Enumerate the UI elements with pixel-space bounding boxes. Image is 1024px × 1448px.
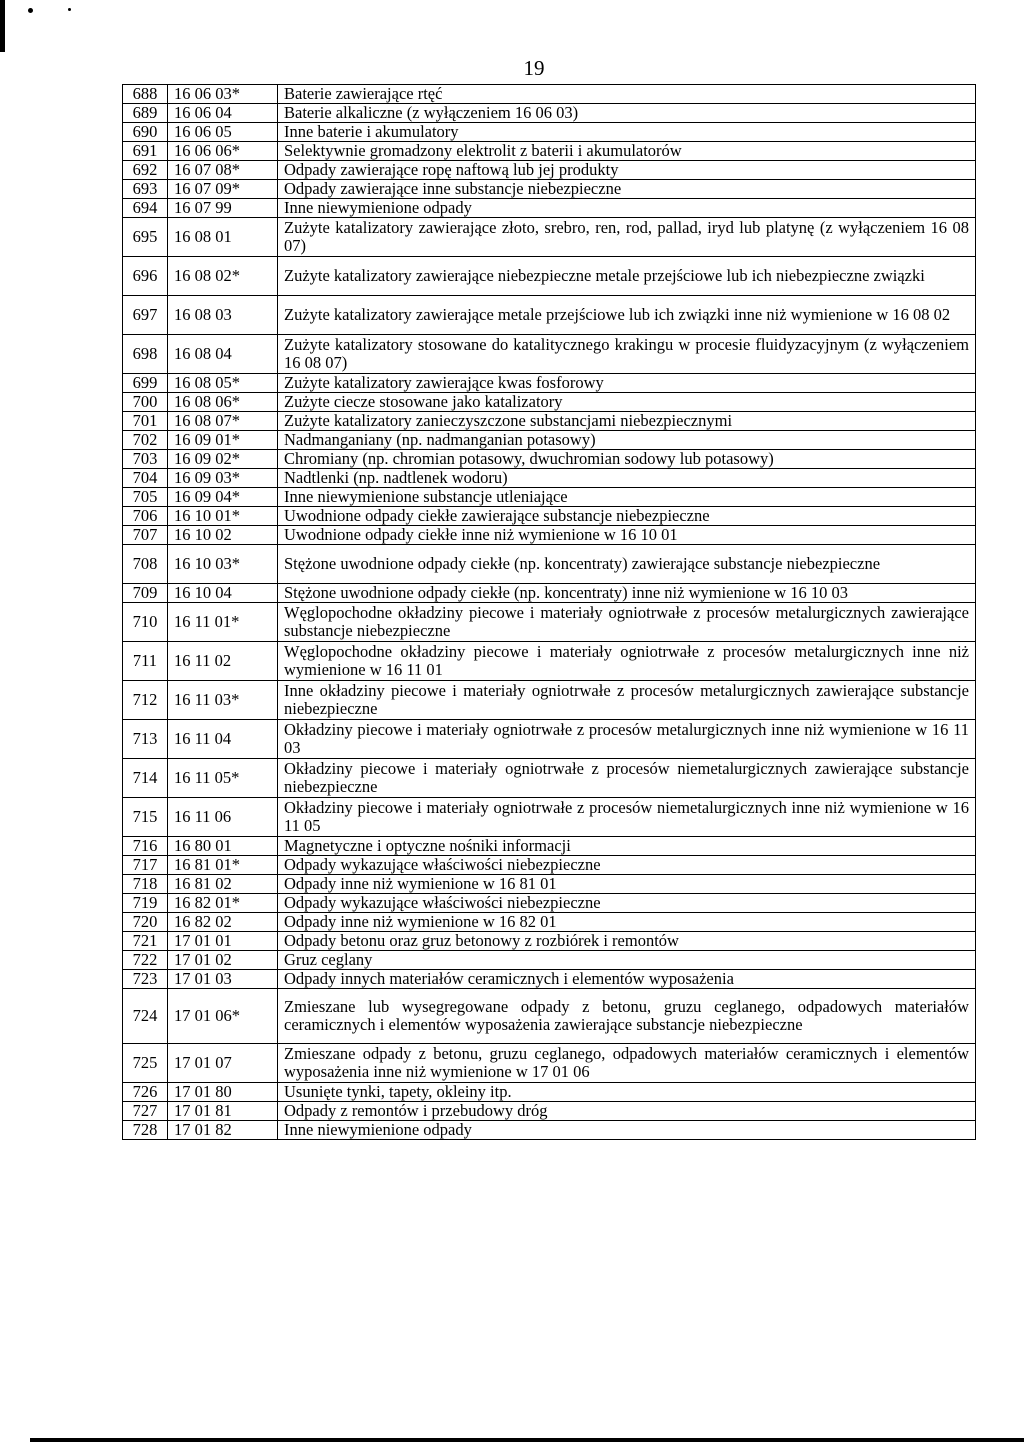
table-row bbox=[123, 199, 976, 218]
waste-description-cell: Zużyte katalizatory zanieczyszczone substancjami niebezpiecznymi bbox=[278, 412, 976, 431]
waste-description-cell: Nadmanganiany (np. nadmanganian potasowy) bbox=[278, 431, 976, 450]
table-row bbox=[123, 142, 976, 161]
scan-corner-mark bbox=[0, 0, 5, 52]
waste-code-cell: 16 11 01* bbox=[168, 603, 278, 642]
table-row bbox=[123, 545, 976, 584]
waste-description-cell: Odpady z remontów i przebudowy dróg bbox=[278, 1102, 976, 1121]
waste-code-cell: 16 06 03* bbox=[168, 85, 278, 104]
waste-description-cell: Magnetyczne i optyczne nośniki informacji bbox=[278, 837, 976, 856]
waste-code-cell: 16 80 01 bbox=[168, 837, 278, 856]
waste-code-cell: 16 81 02 bbox=[168, 875, 278, 894]
row-number-cell: 697 bbox=[123, 296, 168, 335]
waste-code-cell: 17 01 03 bbox=[168, 970, 278, 989]
waste-description-cell: Okładziny piecowe i materiały ogniotrwałe z procesów metalurgicznych inne niż wymienione w 16 11 03 bbox=[278, 720, 976, 759]
waste-code-cell: 17 01 80 bbox=[168, 1083, 278, 1102]
waste-description-cell: Zużyte katalizatory zawierające kwas fosforowy bbox=[278, 374, 976, 393]
waste-description-cell: Okładziny piecowe i materiały ogniotrwałe z procesów niemetalurgicznych inne niż wymienione w 16 11 05 bbox=[278, 798, 976, 837]
table-row bbox=[123, 431, 976, 450]
bottom-rule bbox=[30, 1438, 1024, 1442]
table-row bbox=[123, 180, 976, 199]
table-row bbox=[123, 875, 976, 894]
waste-description-cell: Zużyte katalizatory zawierające złoto, srebro, ren, rod, pallad, iryd lub platynę (z wyłączeniem 16 08 07) bbox=[278, 218, 976, 257]
table-row bbox=[123, 469, 976, 488]
waste-description-cell: Baterie zawierające rtęć bbox=[278, 85, 976, 104]
waste-description-cell: Inne baterie i akumulatory bbox=[278, 123, 976, 142]
waste-code-cell: 17 01 06* bbox=[168, 989, 278, 1044]
table-row bbox=[123, 759, 976, 798]
waste-description-cell: Odpady zawierające ropę naftową lub jej produkty bbox=[278, 161, 976, 180]
waste-description-cell: Uwodnione odpady ciekłe inne niż wymienione w 16 10 01 bbox=[278, 526, 976, 545]
row-number-cell: 719 bbox=[123, 894, 168, 913]
row-number-cell: 695 bbox=[123, 218, 168, 257]
row-number-cell: 711 bbox=[123, 642, 168, 681]
row-number-cell: 715 bbox=[123, 798, 168, 837]
waste-code-cell: 16 81 01* bbox=[168, 856, 278, 875]
waste-description-cell: Stężone uwodnione odpady ciekłe (np. koncentraty) inne niż wymienione w 16 10 03 bbox=[278, 584, 976, 603]
waste-code-cell: 16 06 05 bbox=[168, 123, 278, 142]
waste-code-cell: 16 06 04 bbox=[168, 104, 278, 123]
scan-dot bbox=[68, 8, 71, 11]
row-number-cell: 717 bbox=[123, 856, 168, 875]
table-row bbox=[123, 837, 976, 856]
row-number-cell: 707 bbox=[123, 526, 168, 545]
row-number-cell: 693 bbox=[123, 180, 168, 199]
waste-code-cell: 16 08 05* bbox=[168, 374, 278, 393]
waste-description-cell: Odpady inne niż wymienione w 16 81 01 bbox=[278, 875, 976, 894]
table-row bbox=[123, 412, 976, 431]
waste-description-cell: Selektywnie gromadzony elektrolit z baterii i akumulatorów bbox=[278, 142, 976, 161]
waste-description-cell: Zużyte katalizatory stosowane do katalitycznego krakingu w procesie fluidyzacyjnym (z wyłączeniem 16 08 07) bbox=[278, 335, 976, 374]
waste-code-cell: 16 07 08* bbox=[168, 161, 278, 180]
waste-description-cell: Chromiany (np. chromian potasowy, dwuchromian sodowy lub potasowy) bbox=[278, 450, 976, 469]
table-row bbox=[123, 681, 976, 720]
waste-code-cell: 16 09 04* bbox=[168, 488, 278, 507]
waste-description-cell: Odpady wykazujące właściwości niebezpieczne bbox=[278, 894, 976, 913]
waste-code-cell: 16 10 04 bbox=[168, 584, 278, 603]
table-row bbox=[123, 913, 976, 932]
table-row bbox=[123, 335, 976, 374]
table-row bbox=[123, 374, 976, 393]
waste-code-cell: 16 09 03* bbox=[168, 469, 278, 488]
row-number-cell: 727 bbox=[123, 1102, 168, 1121]
table-row bbox=[123, 1044, 976, 1083]
row-number-cell: 696 bbox=[123, 257, 168, 296]
waste-description-cell: Odpady inne niż wymienione w 16 82 01 bbox=[278, 913, 976, 932]
row-number-cell: 714 bbox=[123, 759, 168, 798]
scan-dot bbox=[28, 8, 33, 13]
waste-code-cell: 17 01 02 bbox=[168, 951, 278, 970]
row-number-cell: 716 bbox=[123, 837, 168, 856]
waste-code-cell: 16 11 06 bbox=[168, 798, 278, 837]
waste-description-cell: Zmieszane odpady z betonu, gruzu ceglanego, odpadowych materiałów ceramicznych i elementów wyposażenia inne niż wymienione w 17 01 06 bbox=[278, 1044, 976, 1083]
waste-description-cell: Zużyte katalizatory zawierające metale przejściowe lub ich związki inne niż wymienione w 16 08 02 bbox=[278, 296, 976, 335]
waste-code-cell: 17 01 81 bbox=[168, 1102, 278, 1121]
waste-description-cell: Zużyte katalizatory zawierające niebezpieczne metale przejściowe lub ich niebezpieczne związki bbox=[278, 257, 976, 296]
table-row bbox=[123, 218, 976, 257]
waste-description-cell: Węglopochodne okładziny piecowe i materiały ogniotrwałe z procesów metalurgicznych zawierające substancje niebezpieczne bbox=[278, 603, 976, 642]
waste-description-cell: Uwodnione odpady ciekłe zawierające substancje niebezpieczne bbox=[278, 507, 976, 526]
table-row bbox=[123, 526, 976, 545]
waste-description-cell: Gruz ceglany bbox=[278, 951, 976, 970]
table-row bbox=[123, 488, 976, 507]
table-row bbox=[123, 1083, 976, 1102]
row-number-cell: 722 bbox=[123, 951, 168, 970]
row-number-cell: 723 bbox=[123, 970, 168, 989]
waste-description-cell: Odpady zawierające inne substancje niebezpieczne bbox=[278, 180, 976, 199]
waste-description-cell: Odpady innych materiałów ceramicznych i elementów wyposażenia bbox=[278, 970, 976, 989]
waste-code-cell: 16 08 07* bbox=[168, 412, 278, 431]
waste-description-cell: Inne niewymienione substancje utleniające bbox=[278, 488, 976, 507]
waste-description-cell: Zmieszane lub wysegregowane odpady z betonu, gruzu ceglanego, odpadowych materiałów ceramicznych i elementów wyposażenia zawierające substancje niebezpieczne bbox=[278, 989, 976, 1044]
table-row bbox=[123, 507, 976, 526]
row-number-cell: 721 bbox=[123, 932, 168, 951]
waste-code-cell: 17 01 82 bbox=[168, 1121, 278, 1140]
row-number-cell: 698 bbox=[123, 335, 168, 374]
row-number-cell: 692 bbox=[123, 161, 168, 180]
row-number-cell: 712 bbox=[123, 681, 168, 720]
waste-description-cell: Inne niewymienione odpady bbox=[278, 1121, 976, 1140]
table-row bbox=[123, 951, 976, 970]
waste-description-cell: Stężone uwodnione odpady ciekłe (np. koncentraty) zawierające substancje niebezpieczne bbox=[278, 545, 976, 584]
table-row bbox=[123, 123, 976, 142]
waste-code-cell: 16 07 99 bbox=[168, 199, 278, 218]
row-number-cell: 710 bbox=[123, 603, 168, 642]
row-number-cell: 703 bbox=[123, 450, 168, 469]
row-number-cell: 728 bbox=[123, 1121, 168, 1140]
waste-description-cell: Odpady betonu oraz gruz betonowy z rozbiórek i remontów bbox=[278, 932, 976, 951]
row-number-cell: 709 bbox=[123, 584, 168, 603]
table-row bbox=[123, 257, 976, 296]
waste-code-cell: 16 08 03 bbox=[168, 296, 278, 335]
waste-code-cell: 16 08 06* bbox=[168, 393, 278, 412]
waste-description-cell: Węglopochodne okładziny piecowe i materiały ogniotrwałe z procesów metalurgicznych inne niż wymienione w 16 11 01 bbox=[278, 642, 976, 681]
row-number-cell: 725 bbox=[123, 1044, 168, 1083]
waste-description-cell: Usunięte tynki, tapety, okleiny itp. bbox=[278, 1083, 976, 1102]
waste-description-cell: Okładziny piecowe i materiały ogniotrwałe z procesów niemetalurgicznych zawierające substancje niebezpieczne bbox=[278, 759, 976, 798]
waste-code-cell: 16 11 05* bbox=[168, 759, 278, 798]
table-row bbox=[123, 894, 976, 913]
row-number-cell: 689 bbox=[123, 104, 168, 123]
row-number-cell: 694 bbox=[123, 199, 168, 218]
row-number-cell: 702 bbox=[123, 431, 168, 450]
row-number-cell: 706 bbox=[123, 507, 168, 526]
table-row bbox=[123, 85, 976, 104]
table-row bbox=[123, 1121, 976, 1140]
table-row bbox=[123, 450, 976, 469]
table-row bbox=[123, 603, 976, 642]
waste-code-cell: 17 01 01 bbox=[168, 932, 278, 951]
waste-description-cell: Nadtlenki (np. nadtlenek wodoru) bbox=[278, 469, 976, 488]
table-row bbox=[123, 932, 976, 951]
waste-code-cell: 16 10 03* bbox=[168, 545, 278, 584]
table-row bbox=[123, 161, 976, 180]
waste-code-cell: 16 09 01* bbox=[168, 431, 278, 450]
waste-code-cell: 16 11 03* bbox=[168, 681, 278, 720]
waste-code-cell: 16 06 06* bbox=[168, 142, 278, 161]
row-number-cell: 704 bbox=[123, 469, 168, 488]
row-number-cell: 699 bbox=[123, 374, 168, 393]
waste-code-cell: 16 11 02 bbox=[168, 642, 278, 681]
table-row bbox=[123, 296, 976, 335]
row-number-cell: 718 bbox=[123, 875, 168, 894]
table-row bbox=[123, 856, 976, 875]
waste-description-cell: Zużyte ciecze stosowane jako katalizatory bbox=[278, 393, 976, 412]
row-number-cell: 700 bbox=[123, 393, 168, 412]
waste-code-cell: 16 08 01 bbox=[168, 218, 278, 257]
table-row bbox=[123, 798, 976, 837]
table-row bbox=[123, 104, 976, 123]
table-row bbox=[123, 970, 976, 989]
waste-description-cell: Baterie alkaliczne (z wyłączeniem 16 06 03) bbox=[278, 104, 976, 123]
waste-code-cell: 16 07 09* bbox=[168, 180, 278, 199]
table-row bbox=[123, 989, 976, 1044]
row-number-cell: 705 bbox=[123, 488, 168, 507]
waste-code-table-body bbox=[123, 85, 976, 1140]
waste-code-cell: 16 09 02* bbox=[168, 450, 278, 469]
waste-code-cell: 16 10 02 bbox=[168, 526, 278, 545]
waste-code-cell: 16 82 01* bbox=[168, 894, 278, 913]
table-row bbox=[123, 720, 976, 759]
row-number-cell: 720 bbox=[123, 913, 168, 932]
row-number-cell: 691 bbox=[123, 142, 168, 161]
waste-code-cell: 16 11 04 bbox=[168, 720, 278, 759]
table-row bbox=[123, 642, 976, 681]
row-number-cell: 701 bbox=[123, 412, 168, 431]
waste-code-cell: 16 08 02* bbox=[168, 257, 278, 296]
waste-code-cell: 16 10 01* bbox=[168, 507, 278, 526]
waste-code-cell: 16 82 02 bbox=[168, 913, 278, 932]
waste-code-cell: 16 08 04 bbox=[168, 335, 278, 374]
row-number-cell: 690 bbox=[123, 123, 168, 142]
table-row bbox=[123, 393, 976, 412]
row-number-cell: 708 bbox=[123, 545, 168, 584]
waste-code-cell: 17 01 07 bbox=[168, 1044, 278, 1083]
row-number-cell: 726 bbox=[123, 1083, 168, 1102]
page-number: 19 bbox=[523, 56, 545, 80]
waste-description-cell: Inne niewymienione odpady bbox=[278, 199, 976, 218]
table-row bbox=[123, 1102, 976, 1121]
row-number-cell: 724 bbox=[123, 989, 168, 1044]
row-number-cell: 688 bbox=[123, 85, 168, 104]
waste-code-table bbox=[122, 84, 976, 1140]
row-number-cell: 713 bbox=[123, 720, 168, 759]
waste-description-cell: Odpady wykazujące właściwości niebezpieczne bbox=[278, 856, 976, 875]
table-row bbox=[123, 584, 976, 603]
waste-description-cell: Inne okładziny piecowe i materiały ogniotrwałe z procesów metalurgicznych zawierające substancje niebezpieczne bbox=[278, 681, 976, 720]
